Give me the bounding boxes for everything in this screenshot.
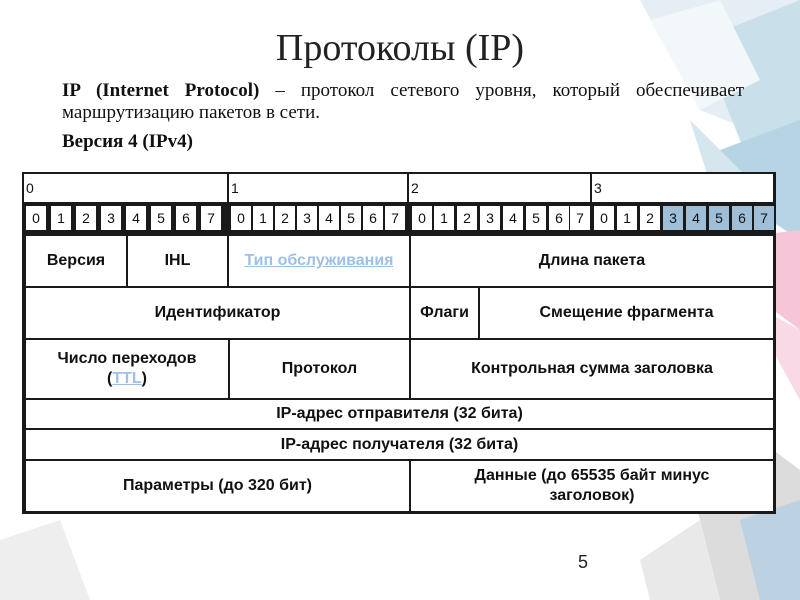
field-header-checksum xyxy=(409,338,775,400)
bit-label: 6 xyxy=(549,206,569,230)
field-protocol-label: Протокол xyxy=(281,360,358,377)
field-ttl-label: Число переходов xyxy=(57,350,197,367)
field-ttl xyxy=(24,338,230,400)
ttl-close-paren: ) xyxy=(141,370,147,387)
field-options xyxy=(24,459,411,513)
ttl-open-paren: ( xyxy=(107,370,113,387)
bit-label: 4 xyxy=(686,206,706,230)
octet-label-2: 2 xyxy=(409,174,590,202)
field-total-length-label: Длина пакета xyxy=(538,252,646,269)
tos-link[interactable]: Тип обслуживания xyxy=(244,252,394,269)
field-identification-label: Идентификатор xyxy=(154,304,281,321)
bit-label: 3 xyxy=(480,206,500,230)
bit-label: 2 xyxy=(640,206,660,230)
field-source-address xyxy=(24,398,775,430)
bit-label: 2 xyxy=(76,206,96,230)
bit-label: 2 xyxy=(457,206,477,230)
field-fragment-offset xyxy=(478,286,775,340)
bit-label: 5 xyxy=(151,206,171,230)
bit-label: 6 xyxy=(176,206,196,230)
field-version-label: Версия xyxy=(46,252,106,269)
bit-label: 1 xyxy=(253,206,273,230)
field-total-length xyxy=(409,234,775,288)
bit-label: 4 xyxy=(503,206,523,230)
bit-label: 2 xyxy=(275,206,295,230)
bit-label: 4 xyxy=(319,206,339,230)
field-ttl-abbrev xyxy=(107,369,147,389)
bit-label: 1 xyxy=(434,206,454,230)
field-protocol xyxy=(228,338,411,400)
field-fragment-offset-label: Смещение фрагмента xyxy=(539,304,714,321)
intro-text: – протокол сетевого уровня, который обеспечивает маршрутизацию пакетов в сети. xyxy=(62,80,744,123)
octet-label-3: 3 xyxy=(592,174,773,202)
bit-label: 7 xyxy=(201,206,221,230)
version-heading: Версия 4 (IPv4) xyxy=(62,131,193,152)
intro-bold-term: IP (Internet Protocol) xyxy=(62,80,260,101)
page-number: 5 xyxy=(578,552,589,572)
bit-label: 5 xyxy=(709,206,729,230)
octet-label-1: 1 xyxy=(229,174,407,202)
bit-label: 6 xyxy=(732,206,752,230)
bit-label: 0 xyxy=(26,206,46,230)
octet-label-0: 0 xyxy=(24,174,227,202)
field-ihl xyxy=(126,234,229,288)
field-flags-label: Флаги xyxy=(420,304,469,321)
field-ihl-label: IHL xyxy=(164,252,191,269)
field-flags xyxy=(409,286,480,340)
bit-label: 1 xyxy=(51,206,71,230)
bit-label: 0 xyxy=(231,206,251,230)
field-version xyxy=(24,234,128,288)
bit-label: 7 xyxy=(385,206,405,230)
field-options-label: Параметры (до 320 бит) xyxy=(122,477,313,494)
bit-label: 7 xyxy=(570,206,590,230)
bit-label: 3 xyxy=(663,206,683,230)
bit-label: 3 xyxy=(101,206,121,230)
intro-paragraph xyxy=(62,80,744,124)
field-source-address-label: IP-адрес отправителя (32 бита) xyxy=(276,405,523,422)
bit-label: 0 xyxy=(412,206,432,230)
bit-label: 5 xyxy=(526,206,546,230)
bit-label: 4 xyxy=(126,206,146,230)
field-type-of-service xyxy=(227,234,411,288)
field-identification xyxy=(24,286,411,340)
field-data xyxy=(409,459,775,513)
field-destination-address-label: IP-адрес получателя (32 бита) xyxy=(280,435,519,453)
bit-label: 5 xyxy=(341,206,361,230)
slide-title: Протоколы (IP) xyxy=(275,27,525,69)
bit-label: 3 xyxy=(297,206,317,230)
field-destination-address xyxy=(24,428,775,461)
ttl-link[interactable]: TTL xyxy=(112,370,142,387)
bit-label: 0 xyxy=(594,206,614,230)
field-header-checksum-label: Контрольная сумма заголовка xyxy=(471,360,713,377)
bit-label: 6 xyxy=(363,206,383,230)
bit-label: 7 xyxy=(754,206,774,230)
bit-label: 1 xyxy=(617,206,637,230)
field-data-label: Данные (до 65535 байт минус заголовок) xyxy=(474,467,710,504)
